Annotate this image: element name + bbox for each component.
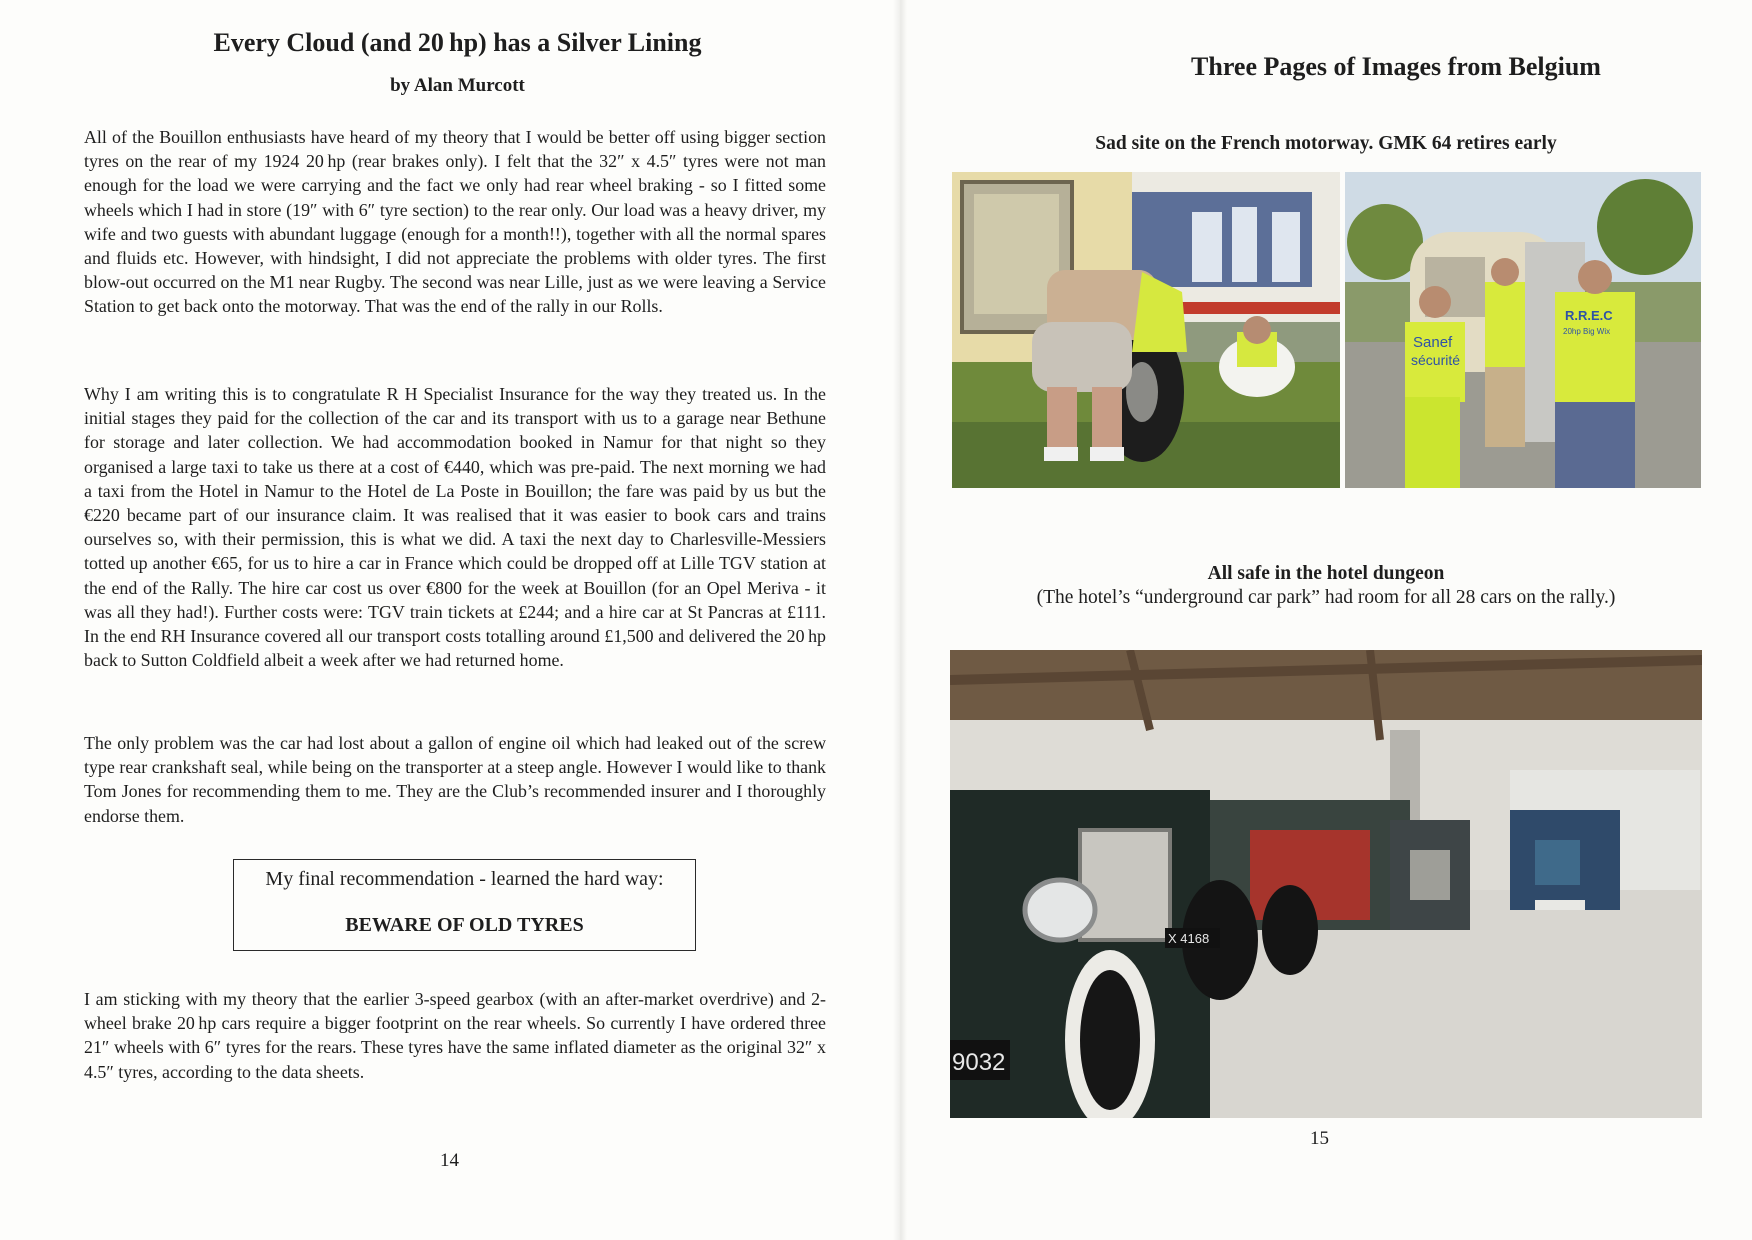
photo-caption-motorway: Sad site on the French motorway. GMK 64 retires early	[1095, 133, 1557, 154]
article-paragraph: All of the Bouillon enthusiasts have heard of my theory that I would be better off using bigger section tyres on the rear of my 1924 20 hp (rear brakes only). I felt that the 32″ x 4.5″ tyres were not man enough for the load we were carrying and the fact we only had rear wheel braking - so I fitted some wheels which I had in store (19″ with 6″ tyre section) to the rear only. Our load was a heavy driver, my wife and two guests with abundant luggage (enough for a month!!), together with all the normal spares and fluids etc. However, with hindsight, I did not appreciate the problems with older tyres. The first blow-out occurred on the M1 near Rugby. The second was near Lille, just as we were leaving a Service Station to get back onto the motorway. That was the end of the rally in our Rolls.	[84, 127, 826, 317]
page-number-left: 14	[440, 1150, 459, 1171]
page-spine	[893, 0, 907, 1240]
photo-tyre-inspection-art	[952, 172, 1340, 488]
article-paragraph: I am sticking with my theory that the earlier 3-speed gearbox (with an after-market overdrive) and 2-wheel brake 20 hp cars require a bigger footprint on the rear wheels. So currently I have ordered three 21″ wheels with 6″ tyres for the rears. These tyres have the same inflated diameter as the original 32″ x 4.5″ tyres, according to the data sheets.	[84, 989, 826, 1082]
photo-caption-dungeon-detail: (The hotel’s “underground car park” had room for all 28 cars on the rally.)	[1036, 587, 1616, 608]
recommendation-callout	[233, 859, 696, 951]
vest-text-securite: sécurité	[1411, 352, 1461, 368]
vest-text-20hp: 20hp Big Wix	[1563, 327, 1611, 336]
article-paragraph: Why I am writing this is to congratulate R H Specialist Insurance for the way they treated us. In the initial stages they paid for the collection of the car and its transport with us to a garage near Bethune for storage and later collection. We had accommodation booked in Namur for that night so they organised a large taxi to take us there at a cost of €440, which was pre-paid. The next morning we had a taxi from the Hotel in Namur to the Hotel de La Poste in Bouillon; the fare was paid by us but the €220 became part of our insurance claim. It was realised that it was easier to book cars and trains ourselves so, with their permission, this is what we did. A taxi the next day to Charlesville-Messiers totted up another €65, for us to hire a car in France which could be dropped off at Lille TGV station at the end of the Rally. The hire car cost us over €800 for the week at Bouillon (for an Opel Meriva - it was all they had!). Further costs were: TGV train tickets at £244; and a hire car at St Pancras at £111. In the end RH Insurance covered all our transport costs totalling around £1,500 and delivered the 20 hp back to Sutton Coldfield albeit a week after we had returned home.	[84, 384, 826, 671]
article-title: Every Cloud (and 20 hp) has a Silver Lining	[213, 28, 702, 57]
photo-underground-car-park	[950, 650, 1702, 1118]
photo-recovery-team-art	[1345, 172, 1701, 488]
callout-emphasis: BEWARE OF OLD TYRES	[345, 914, 584, 936]
plate-9032: 9032	[952, 1049, 1006, 1076]
plate-x4168: X 4168	[1168, 931, 1210, 946]
callout-text: My final recommendation - learned the hard way:	[265, 868, 664, 890]
photo-tyre-inspection	[952, 172, 1340, 488]
page-number-right: 15	[1310, 1128, 1329, 1149]
article-byline: by Alan Murcott	[390, 75, 525, 96]
gallery-title: Three Pages of Images from Belgium	[1191, 52, 1601, 81]
article-paragraph: The only problem was the car had lost about a gallon of engine oil which had leaked out of the screw type rear crankshaft seal, while being on the transporter at a steep angle. However I would like to thank Tom Jones for recommending them to me. They are the Club’s recommended insurer and I thoroughly endorse them.	[84, 733, 826, 826]
photo-underground-car-park-art	[950, 650, 1702, 1118]
photo-recovery-team	[1345, 172, 1701, 488]
photo-caption-dungeon: All safe in the hotel dungeon	[1207, 563, 1445, 584]
vest-text-sanef: Sanef	[1413, 334, 1453, 351]
vest-text-rrec: R.R.E.C	[1565, 308, 1613, 323]
